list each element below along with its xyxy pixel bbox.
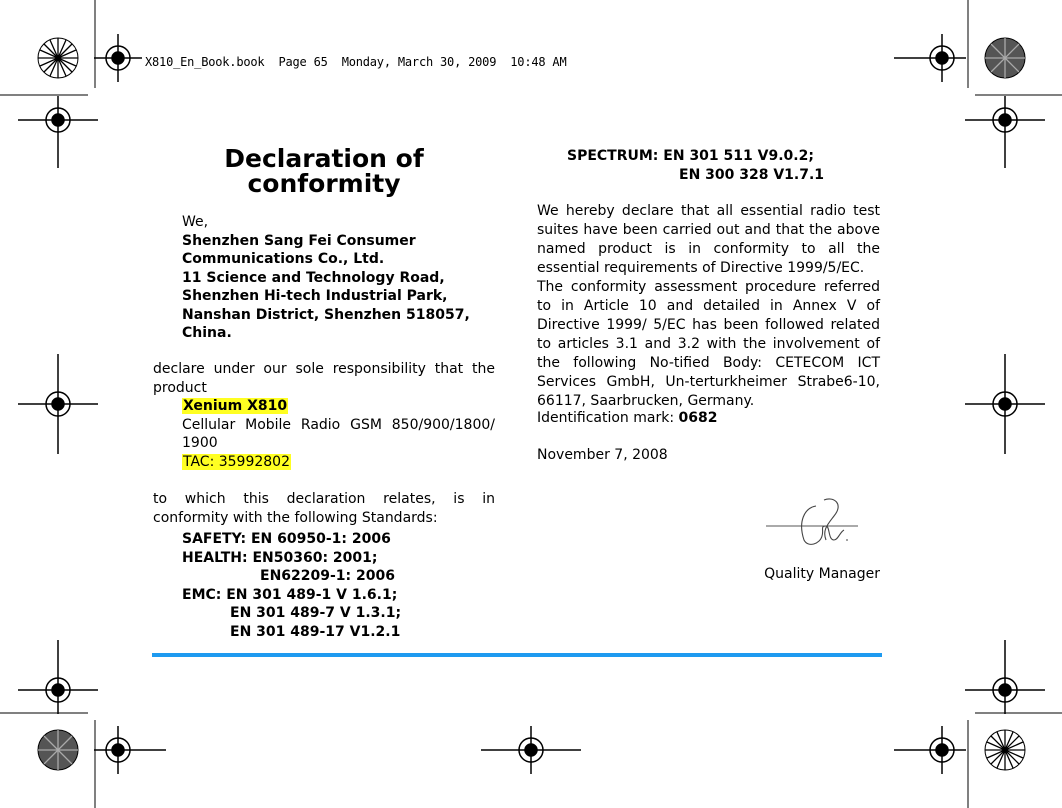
registration-mark-icon bbox=[965, 354, 1045, 454]
conformity-statement: to which this declaration relates, is in conformity with the following Standards: bbox=[153, 491, 495, 526]
assessment-paragraph-2: The conformity assessment procedure referred to in Article 10 and detailed in Annex V of Directive 1999/ 5/EC has been followed related to articles 3.1 and 3.2 with the involvement of the following No-tified Body: CETECOM ICT Services GmbH, Un-terturkheimer Strabe6-10, 66117, Saarbrucken, Germany. bbox=[537, 279, 880, 409]
star-target-icon bbox=[38, 38, 78, 78]
registration-mark-icon bbox=[965, 640, 1045, 714]
registration-mark-icon bbox=[18, 354, 98, 454]
company-line: Shenzhen Hi-tech Industrial Park, bbox=[182, 288, 448, 304]
identification-mark bbox=[537, 409, 880, 428]
spectrum-standards bbox=[567, 147, 877, 184]
star-target-icon bbox=[985, 38, 1025, 78]
standard-health-cont: EN62209-1: 2006 bbox=[260, 568, 395, 584]
standard-safety: SAFETY: EN 60950-1: 2006 bbox=[182, 531, 391, 547]
registration-mark-icon bbox=[18, 96, 98, 168]
registration-mark-icon bbox=[894, 726, 966, 774]
company-block bbox=[182, 213, 502, 343]
declaration-date: November 7, 2008 bbox=[537, 447, 668, 463]
registration-mark-icon bbox=[94, 34, 142, 82]
registration-mark-icon bbox=[894, 34, 966, 82]
product-description: Cellular Mobile Radio GSM 850/900/1800/ 1900 bbox=[182, 416, 495, 451]
standard-spectrum: SPECTRUM: EN 301 511 V9.0.2; bbox=[567, 148, 814, 164]
title-line-2: conformity bbox=[247, 169, 401, 198]
company-line: Nanshan District, Shenzhen 518057, bbox=[182, 306, 470, 323]
standard-spectrum-cont: EN 300 328 V1.7.1 bbox=[679, 166, 825, 183]
identification-value: 0682 bbox=[678, 410, 718, 426]
identification-label: Identification mark: bbox=[537, 410, 679, 426]
intro-text: We, bbox=[182, 214, 209, 230]
company-line: Communications Co., Ltd. bbox=[182, 251, 385, 267]
standard-emc: EMC: EN 301 489-1 V 1.6.1; bbox=[182, 586, 398, 603]
company-line: Shenzhen Sang Fei Consumer bbox=[182, 232, 416, 249]
title-line-1: Declaration of bbox=[224, 144, 424, 173]
company-line: China. bbox=[182, 325, 232, 341]
product-name: Xenium X810 bbox=[183, 398, 288, 414]
assessment-paragraph-1: We hereby declare that all essential radio test suites have been carried out and that the above named product is in conformity to all the essential requirements of Directive 1999/5/EC. bbox=[537, 203, 880, 276]
signature bbox=[764, 496, 864, 552]
signatory-title: Quality Manager bbox=[764, 566, 880, 582]
standards-list bbox=[182, 530, 502, 641]
page-title bbox=[150, 146, 498, 196]
standard-emc-cont: EN 301 489-17 V1.2.1 bbox=[230, 623, 401, 640]
standard-health: HEALTH: EN50360: 2001; bbox=[182, 549, 378, 566]
registration-targets bbox=[18, 34, 1045, 774]
registration-mark-icon bbox=[965, 96, 1045, 168]
standard-emc-cont: EN 301 489-7 V 1.3.1; bbox=[230, 605, 402, 621]
registration-mark-icon bbox=[18, 640, 98, 714]
declaration-statement: declare under our sole responsibility that the product bbox=[153, 361, 495, 396]
print-header: X810_En_Book.book Page 65 Monday, March 30, 2009 10:48 AM bbox=[145, 55, 567, 69]
registration-mark-icon bbox=[94, 726, 166, 774]
star-target-icon bbox=[985, 730, 1025, 770]
company-line: 11 Science and Technology Road, bbox=[182, 269, 445, 286]
footer-rule bbox=[152, 653, 882, 657]
star-target-icon bbox=[38, 730, 78, 770]
registration-mark-icon bbox=[481, 726, 581, 774]
product-block bbox=[182, 397, 495, 471]
tac-code: TAC: 35992802 bbox=[183, 453, 290, 470]
